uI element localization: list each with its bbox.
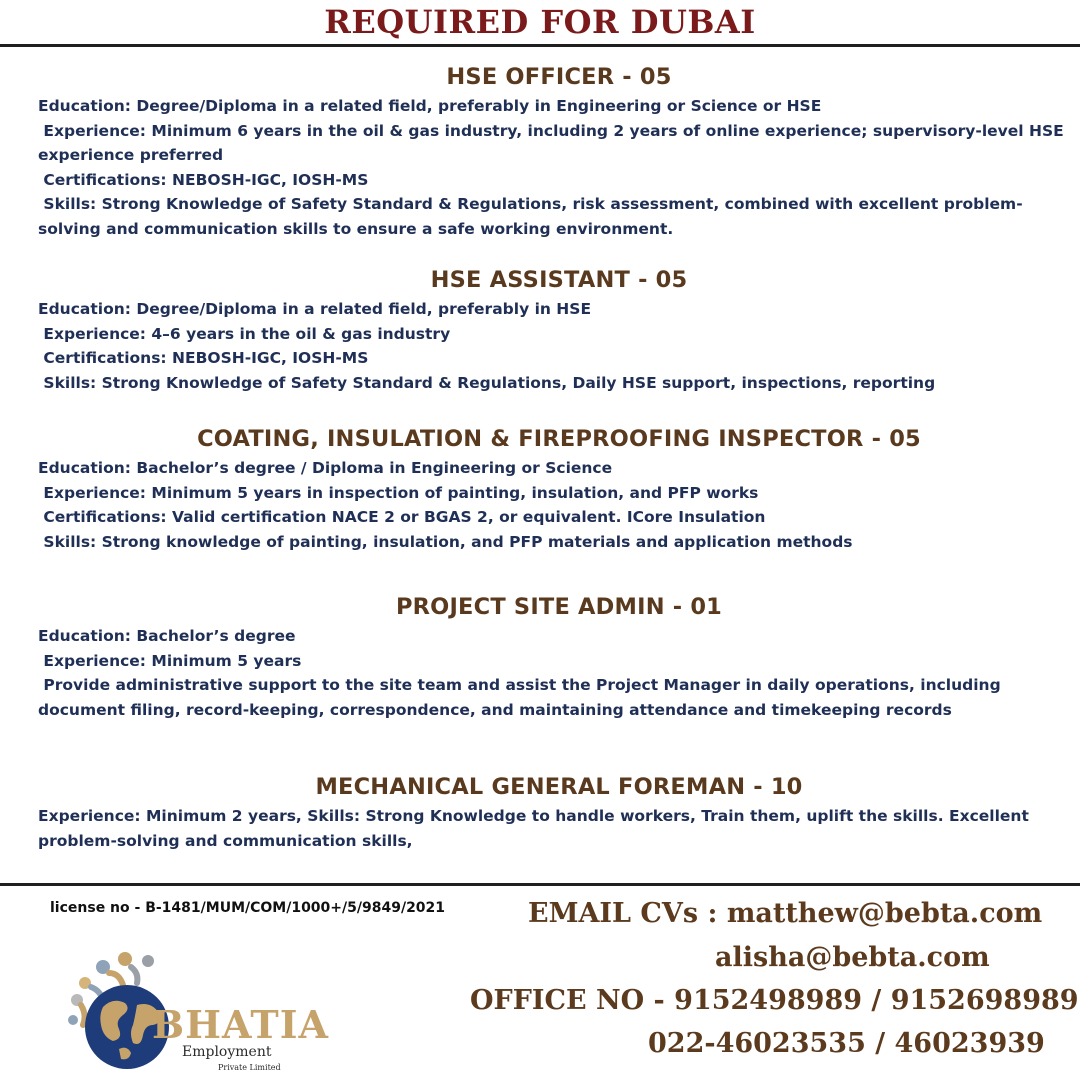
job-experience: Experience: Minimum 5 years in inspection of painting, insulation, and PFP works (38, 483, 759, 502)
email-line-1: EMAIL CVs : matthew@bebta.com (528, 898, 1043, 929)
top-divider (0, 44, 1080, 47)
job-title: HSE ASSISTANT - 05 (430, 267, 688, 293)
job-hse-officer (38, 62, 1080, 241)
job-title: COATING, INSULATION & FIREPROOFING INSPECTOR - 05 (197, 426, 921, 452)
office-phone-line: OFFICE NO - 9152498989 / 9152698989 (470, 985, 1079, 1016)
job-title: PROJECT SITE ADMIN - 01 (395, 594, 723, 620)
job-education: Education: Bachelor’s degree (38, 627, 296, 645)
bottom-divider (0, 883, 1080, 886)
job-education: Education: Degree/Diploma in a related field, preferably in HSE (38, 300, 592, 318)
job-education: Education: Degree/Diploma in a related field, preferably in Engineering or Science or HSE (38, 97, 822, 115)
job-title: MECHANICAL GENERAL FOREMAN - 10 (315, 774, 803, 800)
job-experience: Experience: Minimum 2 years, Skills: Strong Knowledge to handle workers, Train them, uplift the skills. Excellent problem-solving and communication skills, (38, 807, 1035, 850)
job-mechanical-foreman (38, 772, 1080, 853)
logo-subtitle-small: Private Limited (218, 1063, 281, 1072)
job-certifications: Certifications: Valid certification NACE 2 or BGAS 2, or equivalent. ICore Insulation (38, 508, 766, 526)
job-skills: Skills: Strong Knowledge of Safety Standard & Regulations, Daily HSE support, inspections, reporting (38, 373, 936, 392)
job-experience: Experience: Minimum 6 years in the oil & gas industry, including 2 years of online experience; supervisory-level HSE experience preferred (38, 121, 1070, 164)
office-phone-line-2: 022-46023535 / 46023939 (648, 1028, 1045, 1059)
job-project-site-admin (38, 592, 1080, 722)
job-title: HSE OFFICER - 05 (446, 64, 672, 90)
email-line-2: alisha@bebta.com (715, 942, 990, 973)
logo-subtitle: Employment (182, 1044, 272, 1060)
job-coating-inspector (38, 424, 1080, 554)
logo-brand-text: BHATIA (152, 1002, 329, 1047)
job-education: Education: Bachelor’s degree / Diploma in Engineering or Science (38, 459, 613, 477)
license-number: license no - B-1481/MUM/COM/1000+/5/9849/2021 (50, 900, 446, 916)
job-certifications: Certifications: NEBOSH-IGC, IOSH-MS (38, 170, 369, 189)
job-skills: Skills: Strong knowledge of painting, insulation, and PFP materials and application methods (38, 532, 853, 551)
job-description: Provide administrative support to the site team and assist the Project Manager in daily operations, including document filing, record-keeping, correspondence, and maintaining attendance and timekeeping records (38, 676, 1007, 719)
job-certifications: Certifications: NEBOSH-IGC, IOSH-MS (38, 349, 369, 367)
job-hse-assistant (38, 265, 1080, 395)
job-experience: Experience: 4–6 years in the oil & gas industry (38, 324, 451, 343)
page-title: REQUIRED FOR DUBAI (324, 3, 756, 41)
job-skills: Skills: Strong Knowledge of Safety Standard & Regulations, risk assessment, combined with excellent problem-solving and communication skills to ensure a safe working environment. (38, 195, 1023, 238)
job-experience: Experience: Minimum 5 years (38, 651, 302, 670)
